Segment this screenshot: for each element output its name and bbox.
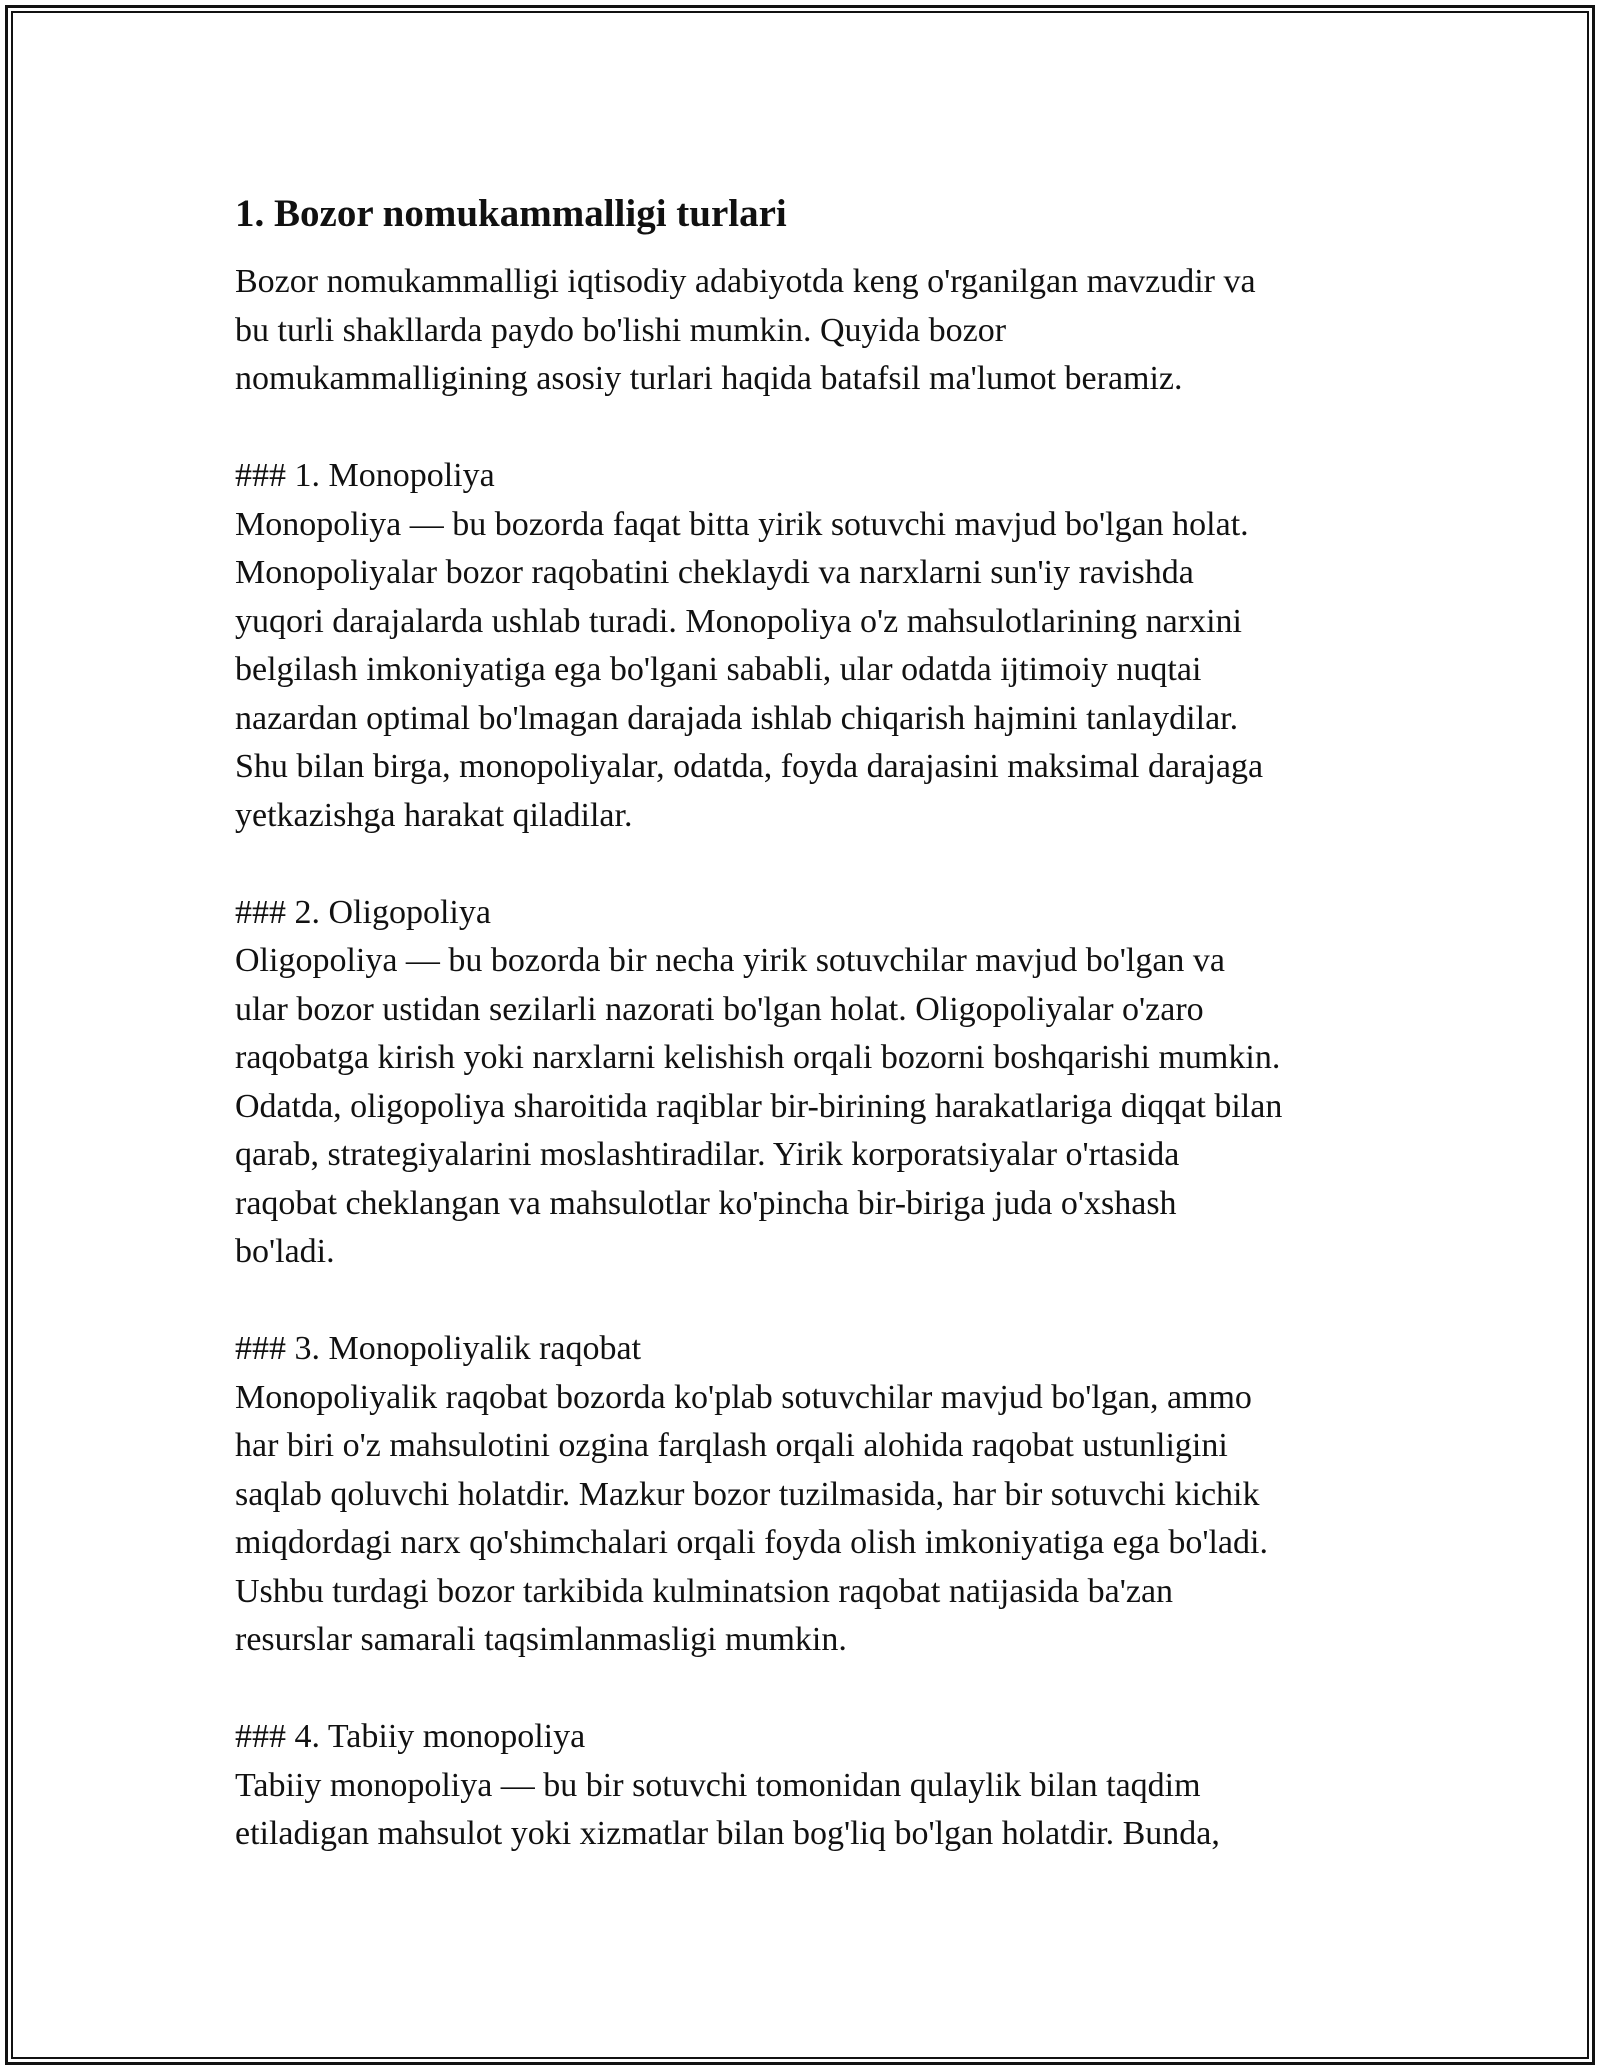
section-tabiiy-monopoliya <box>235 1713 1375 1859</box>
section-heading: ### 3. Monopoliyalik raqobat <box>235 1330 642 1367</box>
section-line: bo'ladi. <box>235 1233 335 1270</box>
intro-line: nomukammalligining asosiy turlari haqida batafsil ma'lumot beramiz. <box>235 360 1183 397</box>
intro-line: Bozor nomukammalligi iqtisodiy adabiyotda keng o'rganilgan mavzudir va <box>235 263 1256 300</box>
section-line: resurslar samarali taqsimlanmasligi mumkin. <box>235 1621 847 1658</box>
section-monopoliya <box>235 452 1375 840</box>
section-line: Odatda, oligopoliya sharoitida raqiblar bir-birining harakatlariga diqqat bilan <box>235 1087 1283 1125</box>
section-line: saqlab qoluvchi holatdir. Mazkur bozor tuzilmasida, har bir sotuvchi kichik <box>235 1475 1260 1513</box>
section-line: miqdordagi narx qo'shimchalari orqali foyda olish imkoniyatiga ega bo'ladi. <box>235 1524 1268 1561</box>
section-line: Monopoliyalik raqobat bozorda ko'plab sotuvchilar mavjud bo'lgan, ammo <box>235 1378 1252 1416</box>
section-heading: ### 1. Monopoliya <box>235 457 495 494</box>
section-line: etiladigan mahsulot yoki xizmatlar bilan bog'liq bo'lgan holatdir. Bunda, <box>235 1815 1220 1852</box>
section-line: Ushbu turdagi bozor tarkibida kulminatsion raqobat natijasida ba'zan <box>235 1572 1174 1610</box>
intro-line: bu turli shakllarda paydo bo'lishi mumkin. Quyida bozor <box>235 311 1007 349</box>
section-line: yuqori darajalarda ushlab turadi. Monopoliya o'z mahsulotlarining narxini <box>235 602 1242 640</box>
intro-paragraph <box>235 258 1375 404</box>
section-line: qarab, strategiyalarini moslashtiradilar. Yirik korporatsiyalar o'rtasida <box>235 1136 1180 1173</box>
section-line: yetkazishga harakat qiladilar. <box>235 796 633 834</box>
section-line: Monopoliyalar bozor raqobatini cheklaydi va narxlarni sun'iy ravishda <box>235 554 1194 591</box>
section-line: Shu bilan birga, monopoliyalar, odatda, foyda darajasini maksimal darajaga <box>235 748 1264 785</box>
section-line: Tabiiy monopoliya — bu bir sotuvchi tomonidan qulaylik bilan taqdim <box>235 1766 1201 1804</box>
section-heading: ### 4. Tabiiy monopoliya <box>235 1718 586 1755</box>
section-line: raqobat cheklangan va mahsulotlar ko'pincha bir-biriga juda o'xshash <box>235 1184 1177 1222</box>
section-line: raqobatga kirish yoki narxlarni kelishish orqali bozorni boshqarishi mumkin. <box>235 1039 1281 1076</box>
section-line: nazardan optimal bo'lmagan darajada ishlab chiqarish hajmini tanlaydilar. <box>235 699 1239 737</box>
section-line: har biri o'z mahsulotini ozgina farqlash orqali alohida raqobat ustunligini <box>235 1427 1228 1464</box>
document-body <box>235 188 1375 1859</box>
section-monopoliyalik-raqobat <box>235 1325 1375 1665</box>
section-line: Monopoliya — bu bozorda faqat bitta yirik sotuvchi mavjud bo'lgan holat. <box>235 505 1249 543</box>
section-heading: ### 2. Oligopoliya <box>235 893 491 931</box>
section-oligopoliya <box>235 889 1375 1277</box>
document-title: 1. Bozor nomukammalligi turlari <box>235 192 787 235</box>
section-line: Oligopoliya — bu bozorda bir necha yirik sotuvchilar mavjud bo'lgan va <box>235 942 1226 979</box>
section-line: belgilash imkoniyatiga ega bo'lgani sababli, ular odatda ijtimoiy nuqtai <box>235 651 1202 688</box>
section-line: ular bozor ustidan sezilarli nazorati bo'lgan holat. Oligopoliyalar o'zaro <box>235 990 1204 1028</box>
